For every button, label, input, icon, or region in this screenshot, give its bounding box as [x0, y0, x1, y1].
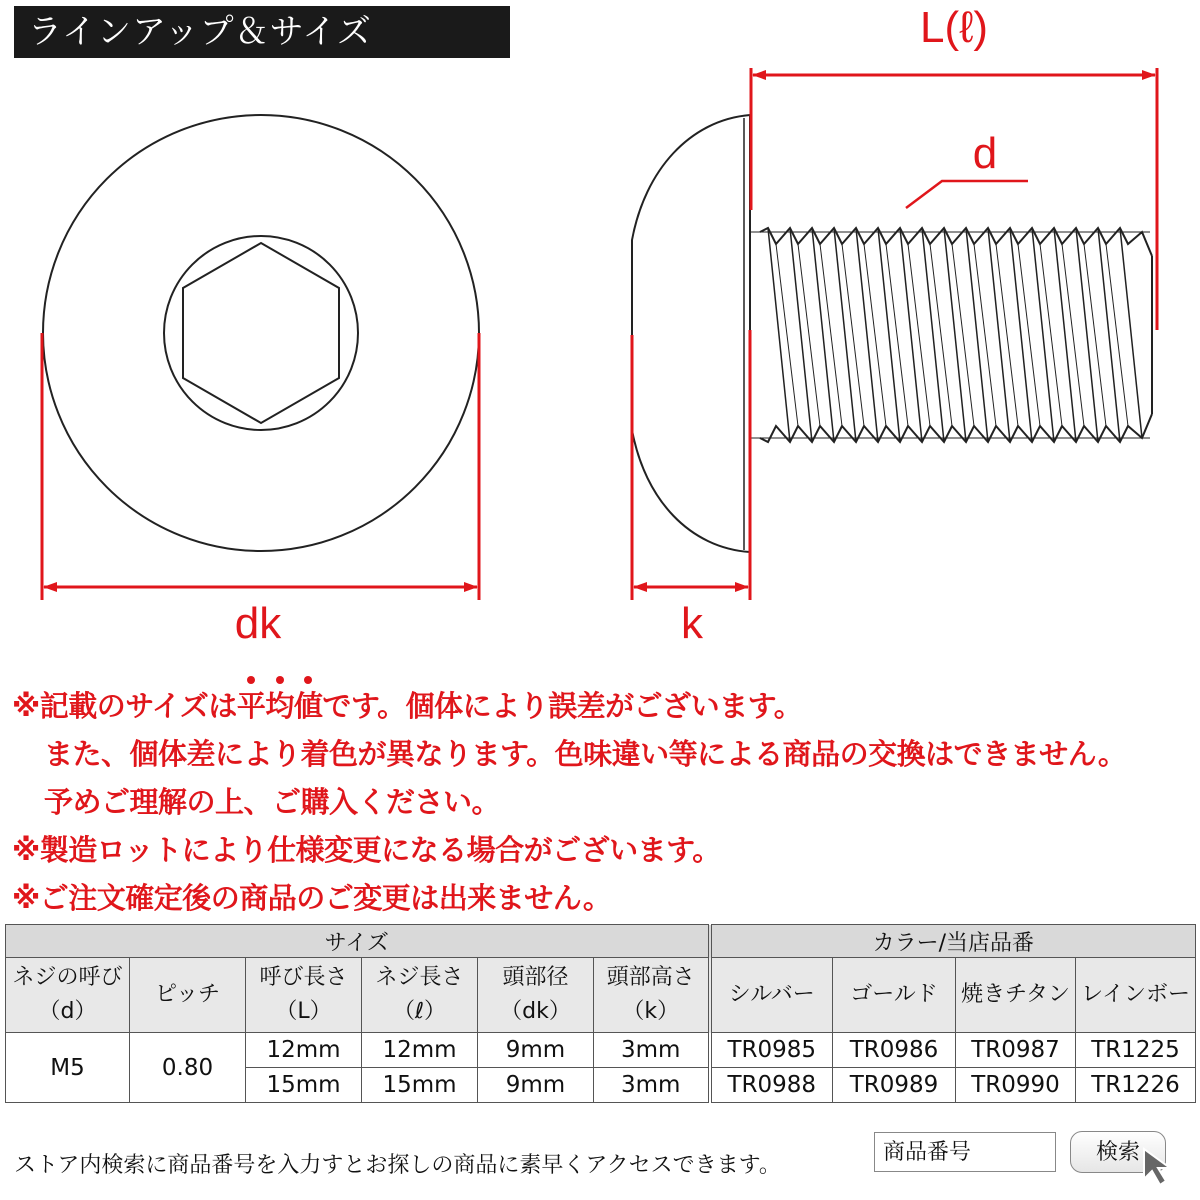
col-header-rainbow: レインボー — [1076, 958, 1196, 1033]
search-input[interactable]: 商品番号 — [874, 1132, 1056, 1172]
dk-label: dk — [234, 599, 282, 648]
product-code-cell: TR1226 — [1076, 1068, 1196, 1103]
k-label: k — [681, 599, 703, 648]
bolt-side-view — [632, 115, 1152, 552]
emphasis-char: 値 — [294, 682, 323, 730]
col-header-length: 呼び長さ （L） — [246, 958, 362, 1033]
col-header-head-diameter: 頭部径 （dk） — [478, 958, 594, 1033]
head-diameter-cell: 9mm — [478, 1033, 594, 1068]
section-title: ラインアップ＆サイズ — [14, 6, 510, 58]
diameter-leader — [906, 181, 1028, 208]
notice-line-1: ※記載のサイズは平均値です。個体により誤差がございます。 — [12, 682, 1198, 730]
col-header-thread-length: ネジ長さ （ℓ） — [362, 958, 478, 1033]
col-header-nominal: ネジの呼び （d） — [6, 958, 130, 1033]
color-group-header: カラー/当店品番 — [710, 925, 1196, 958]
head-height-cell: 3mm — [594, 1068, 710, 1103]
length-label: L(ℓ) — [920, 3, 988, 52]
product-code-cell: TR0987 — [956, 1033, 1076, 1068]
thread-length-cell: 15mm — [362, 1068, 478, 1103]
head-height-cell: 3mm — [594, 1033, 710, 1068]
col-header-pitch: ピッチ — [130, 958, 246, 1033]
product-code-cell: TR0985 — [710, 1033, 833, 1068]
nominal-cell: M5 — [6, 1033, 130, 1103]
search-hint: ストア内検索に商品番号を入力すとお探しの商品に素早くアクセスできます。 — [14, 1153, 781, 1178]
length-cell: 15mm — [246, 1068, 362, 1103]
emphasis-char: 均 — [265, 682, 294, 730]
search-button[interactable]: 検索 — [1070, 1131, 1166, 1173]
product-code-cell: TR0986 — [833, 1033, 956, 1068]
product-code-cell: TR0990 — [956, 1068, 1076, 1103]
spec-table — [5, 924, 1196, 1103]
emphasis-char: 平 — [237, 682, 266, 730]
col-header-silver: シルバー — [710, 958, 833, 1033]
product-code-cell: TR0989 — [833, 1068, 956, 1103]
bolt-front-view — [43, 115, 479, 551]
size-group-header: サイズ — [6, 925, 710, 958]
head-diameter-cell: 9mm — [478, 1068, 594, 1103]
table-row — [6, 1033, 1196, 1068]
length-cell: 12mm — [246, 1033, 362, 1068]
notice-line-3: 予めご理解の上、ご購入ください。 — [44, 785, 501, 819]
notice-line-2: また、個体差により着色が異なります。色味違い等による商品の交換はできません。 — [44, 737, 1127, 771]
length-dimension — [751, 68, 1157, 330]
cursor-arrow-icon — [1140, 1145, 1180, 1189]
col-header-gold: ゴールド — [833, 958, 956, 1033]
product-code-cell: TR1225 — [1076, 1033, 1196, 1068]
pitch-cell: 0.80 — [130, 1033, 246, 1103]
thread-length-cell: 12mm — [362, 1033, 478, 1068]
diameter-label: d — [972, 129, 998, 178]
notice-line-4: ※製造ロットにより仕様変更になる場合がございます。 — [12, 833, 721, 867]
notice-block — [12, 682, 1198, 922]
col-header-head-height: 頭部高さ （k） — [594, 958, 710, 1033]
k-dimension — [632, 330, 750, 600]
dk-dimension — [42, 333, 479, 600]
product-code-cell: TR0988 — [710, 1068, 833, 1103]
notice-line-5: ※ご注文確定後の商品のご変更は出来ません。 — [12, 881, 612, 915]
col-header-burnt-titanium: 焼きチタン — [956, 958, 1076, 1033]
